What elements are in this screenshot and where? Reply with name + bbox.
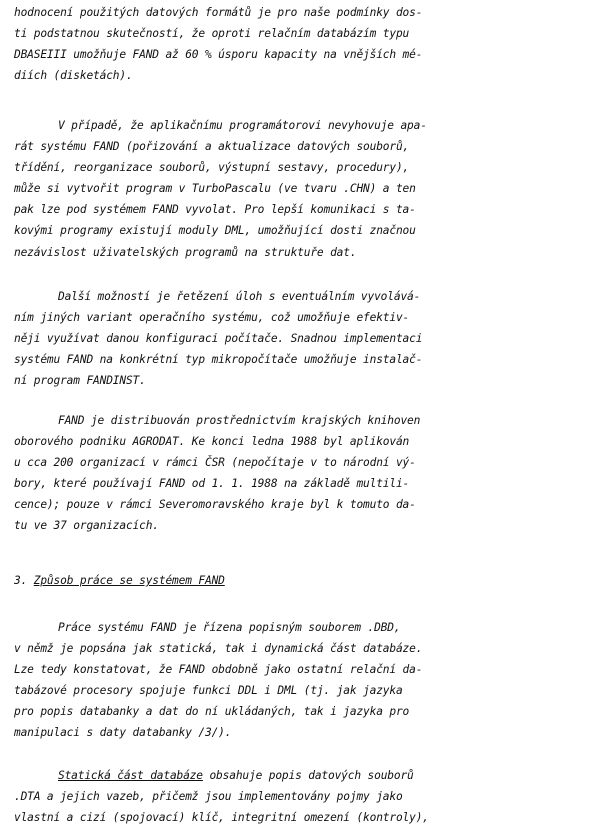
text-line: FAND je distribuován prostřednictvím krajských knihoven — [58, 414, 421, 427]
text-line: diích (disketách). — [14, 69, 133, 83]
text-line: Lze tedy konstatovat, že FAND obdobně jako ostatní relační da- — [14, 663, 423, 677]
text-line: kovými programy existují moduly DML, umožňující dosti značnou — [14, 224, 416, 238]
paragraph-turbopascal — [14, 115, 594, 263]
text-line: něji využívat danou konfiguraci počítače. Snadnou implementaci — [14, 332, 423, 346]
text-line: tu ve 37 organizacích. — [14, 519, 159, 533]
text-line: cence); pouze v rámci Severomoravského kraje byl k tomuto da- — [14, 498, 416, 512]
text-line: ním jiných variant operačního systému, což umožňuje efektiv- — [14, 311, 410, 325]
text-line: oborového podniku AGRODAT. Ke konci ledna 1988 byl aplikován — [14, 435, 410, 449]
heading-line — [14, 570, 594, 591]
heading-title: Způsob práce se systémem FAND — [33, 574, 225, 587]
paragraph-static-part — [14, 765, 594, 828]
text-line: Práce systému FAND je řízena popisným souborem .DBD, — [58, 621, 401, 634]
lead-line — [14, 765, 594, 786]
paragraph-system-operation — [14, 617, 594, 744]
text-line: Další možností je řetězení úloh s eventuálním vyvolává- — [58, 290, 421, 303]
static-part-term: Statická část databáze — [58, 769, 203, 782]
text-line: vlastní a cizí (spojovací) klíč, integritní omezení (kontroly), — [14, 811, 429, 825]
heading-number: 3. — [14, 574, 34, 587]
text-line: .DTA a jejich vazeb, přičemž jsou implementovány pojmy jako — [14, 790, 403, 804]
text-line: hodnocení použitých datových formátů je pro naše podmínky dos- — [14, 6, 423, 19]
text-line: pro popis databanky a dat do ní ukládaných, tak i jazyka pro — [14, 705, 410, 719]
text-line: u cca 200 organizací v rámci ČSR (nepočítaje v to národní vý- — [14, 456, 416, 470]
text-line: bory, které používají FAND od 1. 1. 1988 na základě multili- — [14, 477, 410, 491]
text-line: nezávislost uživatelských programů na struktuře dat. — [14, 245, 357, 259]
text-line: tabázové procesory spojuje funkci DDL i DML (tj. jak jazyka — [14, 684, 403, 698]
text-line: DBASEIII umožňuje FAND až 60 % úsporu kapacity na vnějších mé- — [14, 48, 423, 62]
text-line: manipulaci s daty databanky /3/). — [14, 726, 232, 740]
paragraph-distribution — [14, 410, 594, 537]
text-line: rát systému FAND (pořizování a aktualizace datových souborů, — [14, 140, 410, 154]
text-line: systému FAND na konkrétní typ mikropočítače umožňuje instalač- — [14, 353, 423, 367]
text-line: v němž je popsána jak statická, tak i dynamická část databáze. — [14, 642, 423, 656]
text-line: může si vytvořit program v TurboPascalu (ve tvaru .CHN) a ten — [14, 182, 416, 196]
paragraph-task-chaining — [14, 286, 594, 391]
lead-line-rest: obsahuje popis datových souborů — [202, 769, 414, 782]
text-line: ti podstatnou skutečností, že oproti relačním databázím typu — [14, 27, 410, 41]
text-line: třídění, reorganizace souborů, výstupní sestavy, procedury), — [14, 161, 410, 175]
text-line: ní program FANDINST. — [14, 374, 146, 388]
paragraph-storage-efficiency — [14, 2, 594, 86]
text-line: pak lze pod systémem FAND vyvolat. Pro lepší komunikaci s ta- — [14, 203, 416, 217]
text-line: V případě, že aplikačnímu programátorovi nevyhovuje apa- — [58, 119, 427, 132]
section-heading — [14, 570, 594, 591]
